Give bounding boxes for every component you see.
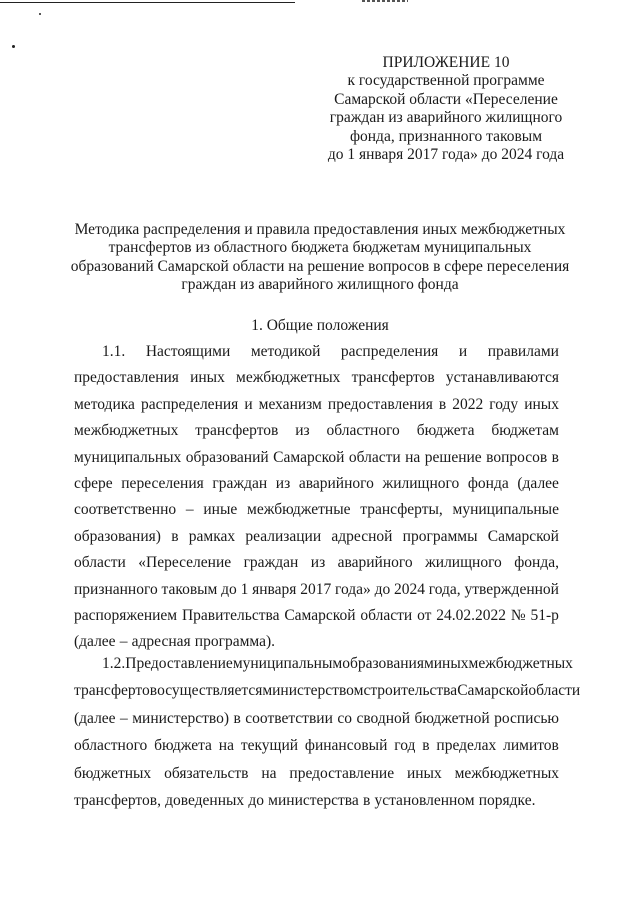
appendix-line: ПРИЛОЖЕНИЕ 10	[382, 54, 510, 71]
paragraph-line: (далее – адресная программа).	[74, 633, 276, 651]
title-line: граждан из аварийного жилищного фонда	[181, 276, 459, 294]
appendix-line: к государственной программе	[347, 72, 545, 90]
appendix-line: фонда, признанного таковым	[349, 127, 543, 145]
scan-artifact-dot	[12, 45, 15, 48]
paragraph-line: 1.1. Настоящими методикой распределения и правилами	[102, 343, 559, 360]
paragraph-line: области «Переселение граждан из аварийного жилищного фонда,	[74, 554, 559, 572]
paragraph-line: образования) в рамках реализации адресной программы Самарской	[74, 527, 559, 545]
paragraph-line: межбюджетных трансфертов из областного бюджета бюджетам	[74, 422, 559, 440]
paragraph-line: методика распределения и механизм предоставления в 2022 году иных	[74, 395, 559, 413]
title-line: Методика распределения и правила предоставления иных межбюджетных	[74, 221, 566, 238]
appendix-line: граждан из аварийного жилищного	[329, 109, 563, 127]
paragraph-1-2	[74, 650, 581, 814]
paragraph-line: (далее – министерство) в соответствии со сводной бюджетной росписью	[74, 709, 559, 727]
paragraph-line: областного бюджета на текущий финансовый год в пределах лимитов	[74, 737, 559, 755]
section-heading: 1. Общие положения	[251, 317, 389, 334]
paragraph-line: трансфертов осуществляется министерством строительства Самарской области	[74, 682, 581, 700]
scan-artifact-dot	[39, 13, 41, 15]
appendix-line: Самарской области «Переселение	[334, 90, 558, 108]
paragraph-line: сфере переселения граждан из аварийного жилищного фонда (далее	[74, 474, 559, 492]
paragraph-line: муниципальных образований Самарской области на решение вопросов в	[74, 448, 559, 466]
paragraph-line: распоряжением Правительства Самарской области от 24.02.2022 № 51-р	[74, 606, 559, 624]
appendix-header	[300, 54, 592, 164]
paragraph-line: бюджетных обязательств на предоставление иных межбюджетных	[74, 764, 559, 782]
paragraph-line: трансфертов, доведенных до министерства в установленном порядке.	[74, 791, 536, 809]
document-title	[64, 221, 576, 295]
paragraph-line: 1.2. Предоставление муниципальным образованиям иных межбюджетных	[102, 655, 573, 672]
scan-artifact-mark	[362, 0, 408, 2]
title-line: образований Самарской области на решение вопросов в сфере переселения	[70, 257, 570, 275]
paragraph-line: признанного таковым до 1 января 2017 года» до 2024 года, утвержденной	[74, 580, 559, 598]
paragraph-line: предоставления иных межбюджетных трансфертов устанавливаются	[74, 369, 559, 387]
scan-artifact-line	[0, 2, 295, 3]
title-line: трансфертов из областного бюджета бюджетам муниципальных	[108, 239, 532, 257]
appendix-line: до 1 января 2017 года» до 2024 года	[327, 146, 565, 164]
paragraph-line: соответственно – иные межбюджетные трансферты, муниципальные	[74, 501, 559, 519]
paragraph-1-1	[74, 339, 559, 656]
